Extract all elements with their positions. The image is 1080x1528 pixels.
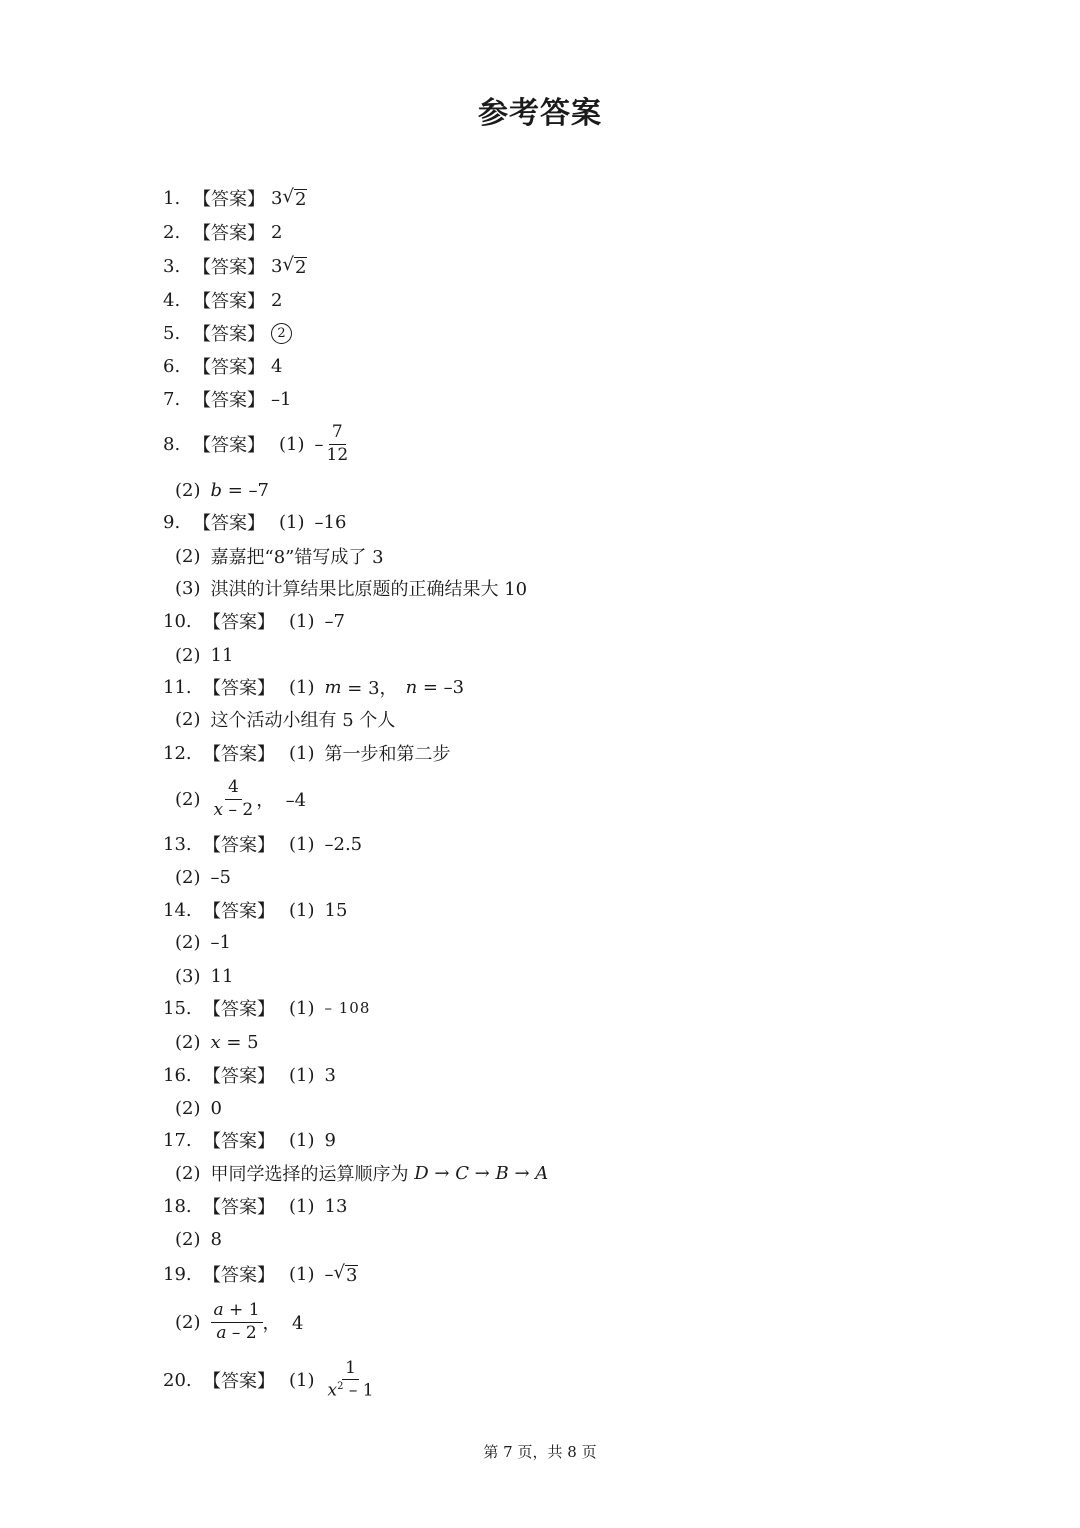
- operation-sequence: D → C → B → A: [414, 1162, 549, 1184]
- answer-text: 这个活动小组有 5 个人: [210, 710, 396, 731]
- answer-tag: 【答案】: [203, 1066, 275, 1087]
- variable: n: [405, 676, 418, 698]
- part-label: (2): [175, 1097, 201, 1119]
- answer-12-part-2: [175, 776, 307, 820]
- answer-5: [163, 320, 292, 346]
- answer-value: 2: [271, 221, 283, 243]
- answer-value: –1: [271, 388, 292, 410]
- answer-11: [163, 674, 464, 700]
- answer-value: 11: [210, 965, 234, 987]
- part-label: (2): [175, 788, 201, 810]
- answer-value: ， 4: [262, 1313, 304, 1334]
- variable: x: [210, 1031, 221, 1053]
- answer-value: = 5: [220, 1031, 259, 1053]
- answer-tag: 【答案】: [193, 291, 265, 312]
- answer-8-part-2: [175, 477, 269, 503]
- answer-3: [163, 253, 307, 279]
- question-number: 8.: [163, 433, 181, 455]
- part-label: (2): [175, 708, 201, 730]
- part-label: (2): [175, 866, 201, 888]
- answer-8: [163, 421, 351, 465]
- part-label: (3): [175, 965, 201, 987]
- answer-tag: 【答案】: [193, 513, 265, 534]
- answer-11-part-2: [175, 706, 395, 732]
- page-footer: 第 7 页，共 8 页: [483, 1443, 597, 1461]
- part-label: (2): [175, 644, 201, 666]
- page-title: 参考答案: [478, 96, 602, 131]
- answer-value: 15: [324, 899, 348, 921]
- part-label: (1): [289, 1263, 315, 1285]
- answer-16-part-2: [175, 1095, 222, 1121]
- part-label: (2): [175, 479, 201, 501]
- part-label: (3): [175, 577, 201, 599]
- answer-10: [163, 608, 345, 634]
- answer-tag: 【答案】: [193, 189, 265, 210]
- answer-tag: 【答案】: [203, 999, 275, 1020]
- question-number: 9.: [163, 511, 181, 533]
- part-label: (2): [175, 1031, 201, 1053]
- answer-value: 2: [271, 289, 283, 311]
- answer-value: 3: [271, 187, 283, 209]
- answer-17-part-2: [175, 1160, 548, 1186]
- question-number: 18.: [163, 1195, 192, 1217]
- question-number: 11.: [163, 676, 192, 698]
- question-number: 12.: [163, 742, 192, 764]
- answer-13-part-2: [175, 864, 231, 890]
- question-number: 15.: [163, 997, 192, 1019]
- part-label: (1): [289, 899, 315, 921]
- answer-tag: 【答案】: [193, 435, 265, 456]
- part-label: (2): [175, 1228, 201, 1250]
- part-label: (2): [175, 1162, 201, 1184]
- question-number: 1.: [163, 187, 181, 209]
- part-label: (2): [175, 1311, 201, 1333]
- answer-10-part-2: [175, 642, 233, 668]
- part-label: (1): [279, 511, 305, 533]
- part-label: (1): [289, 833, 315, 855]
- answer-4: [163, 287, 282, 313]
- answer-20: [163, 1357, 377, 1401]
- answer-tag: 【答案】: [203, 1131, 275, 1152]
- variable: m: [324, 676, 342, 698]
- answer-value: – 108: [324, 999, 371, 1017]
- question-number: 14.: [163, 899, 192, 921]
- answer-15: [163, 995, 370, 1021]
- answer-value: ， –4: [256, 790, 307, 811]
- answer-value: –7: [324, 610, 345, 632]
- answer-tag: 【答案】: [193, 257, 265, 278]
- variable: b: [210, 479, 223, 501]
- fraction: $\frac{4}{x - 2}$: [213, 776, 254, 820]
- answer-9-part-3: [175, 575, 527, 601]
- answer-tag: 【答案】: [203, 1371, 275, 1392]
- answer-19-part-2: [175, 1299, 304, 1343]
- answer-value: 9: [324, 1129, 336, 1151]
- answer-17: [163, 1127, 336, 1153]
- answer-1: [163, 185, 307, 211]
- answer-value: 11: [210, 644, 234, 666]
- answer-18-part-2: [175, 1226, 222, 1252]
- answer-9: [163, 509, 346, 535]
- answer-value: –2.5: [324, 833, 363, 855]
- minus-sign: –: [314, 433, 324, 455]
- answer-value: 8: [210, 1228, 222, 1250]
- answer-value: 13: [324, 1195, 348, 1217]
- answer-15-part-2: [175, 1029, 259, 1055]
- answer-tag: 【答案】: [193, 223, 265, 244]
- fraction: $\frac{a + 1}{a - 2}$: [211, 1301, 263, 1343]
- sqrt-expression: √ 3: [333, 1262, 358, 1287]
- answer-19: [163, 1261, 358, 1287]
- part-label: (1): [289, 1064, 315, 1086]
- answer-value: –1: [210, 931, 231, 953]
- answer-13: [163, 831, 362, 857]
- answer-tag: 【答案】: [203, 1265, 275, 1286]
- answer-14-part-2: [175, 929, 231, 955]
- part-label: (1): [289, 1369, 315, 1391]
- part-label: (1): [289, 676, 315, 698]
- part-label: (1): [289, 1129, 315, 1151]
- question-number: 6.: [163, 355, 181, 377]
- answer-16: [163, 1062, 336, 1088]
- answer-tag: 【答案】: [193, 324, 265, 345]
- answer-value: 0: [210, 1097, 222, 1119]
- sqrt-expression: √ 2: [282, 186, 307, 211]
- sqrt-expression: √ 2: [282, 254, 307, 279]
- answer-tag: 【答案】: [203, 1197, 275, 1218]
- answer-value: = –7: [222, 479, 270, 501]
- answer-9-part-2: [175, 543, 384, 569]
- answer-tag: 【答案】: [203, 835, 275, 856]
- part-label: (2): [175, 545, 201, 567]
- part-label: (1): [289, 997, 315, 1019]
- part-label: (2): [175, 931, 201, 953]
- minus-sign: –: [324, 1263, 334, 1285]
- answer-value: = 3，: [341, 678, 398, 699]
- question-number: 4.: [163, 289, 181, 311]
- question-number: 7.: [163, 388, 181, 410]
- part-label: (1): [289, 610, 315, 632]
- question-number: 5.: [163, 322, 181, 344]
- answer-value: –5: [210, 866, 231, 888]
- answer-14-part-3: [175, 963, 233, 989]
- answer-18: [163, 1193, 347, 1219]
- question-number: 3.: [163, 255, 181, 277]
- answer-14: [163, 897, 347, 923]
- question-number: 10.: [163, 610, 192, 632]
- answer-value: 3: [324, 1064, 336, 1086]
- question-number: 16.: [163, 1064, 192, 1086]
- answer-tag: 【答案】: [203, 744, 275, 765]
- answer-text: 第一步和第二步: [324, 744, 451, 765]
- answer-2: [163, 219, 282, 245]
- question-number: 13.: [163, 833, 192, 855]
- answer-text: 淇淇的计算结果比原题的正确结果大 10: [210, 579, 528, 600]
- question-number: 19.: [163, 1263, 192, 1285]
- part-label: (1): [279, 433, 305, 455]
- answer-tag: 【答案】: [203, 901, 275, 922]
- part-label: (1): [289, 1195, 315, 1217]
- fraction: $\frac{7}{12}$: [326, 421, 349, 465]
- answer-tag: 【答案】: [193, 390, 265, 411]
- answer-text: 嘉嘉把“8”错写成了 3: [210, 547, 384, 568]
- answer-value: 4: [271, 355, 283, 377]
- question-number: 20.: [163, 1369, 192, 1391]
- answer-tag: 【答案】: [203, 612, 275, 633]
- answer-text: 甲同学选择的运算顺序为: [210, 1164, 415, 1185]
- question-number: 17.: [163, 1129, 192, 1151]
- question-number: 2.: [163, 221, 181, 243]
- part-label: (1): [289, 742, 315, 764]
- answer-value: 3: [271, 255, 283, 277]
- answer-6: [163, 353, 282, 379]
- answer-value: –16: [314, 511, 347, 533]
- answer-value: = –3: [417, 676, 465, 698]
- fraction: $\frac{1}{x^2 - 1}$: [327, 1357, 374, 1401]
- circled-number: 2: [271, 323, 292, 344]
- answer-7: [163, 386, 291, 412]
- answer-12: [163, 740, 451, 766]
- answer-tag: 【答案】: [203, 678, 275, 699]
- answer-tag: 【答案】: [193, 357, 265, 378]
